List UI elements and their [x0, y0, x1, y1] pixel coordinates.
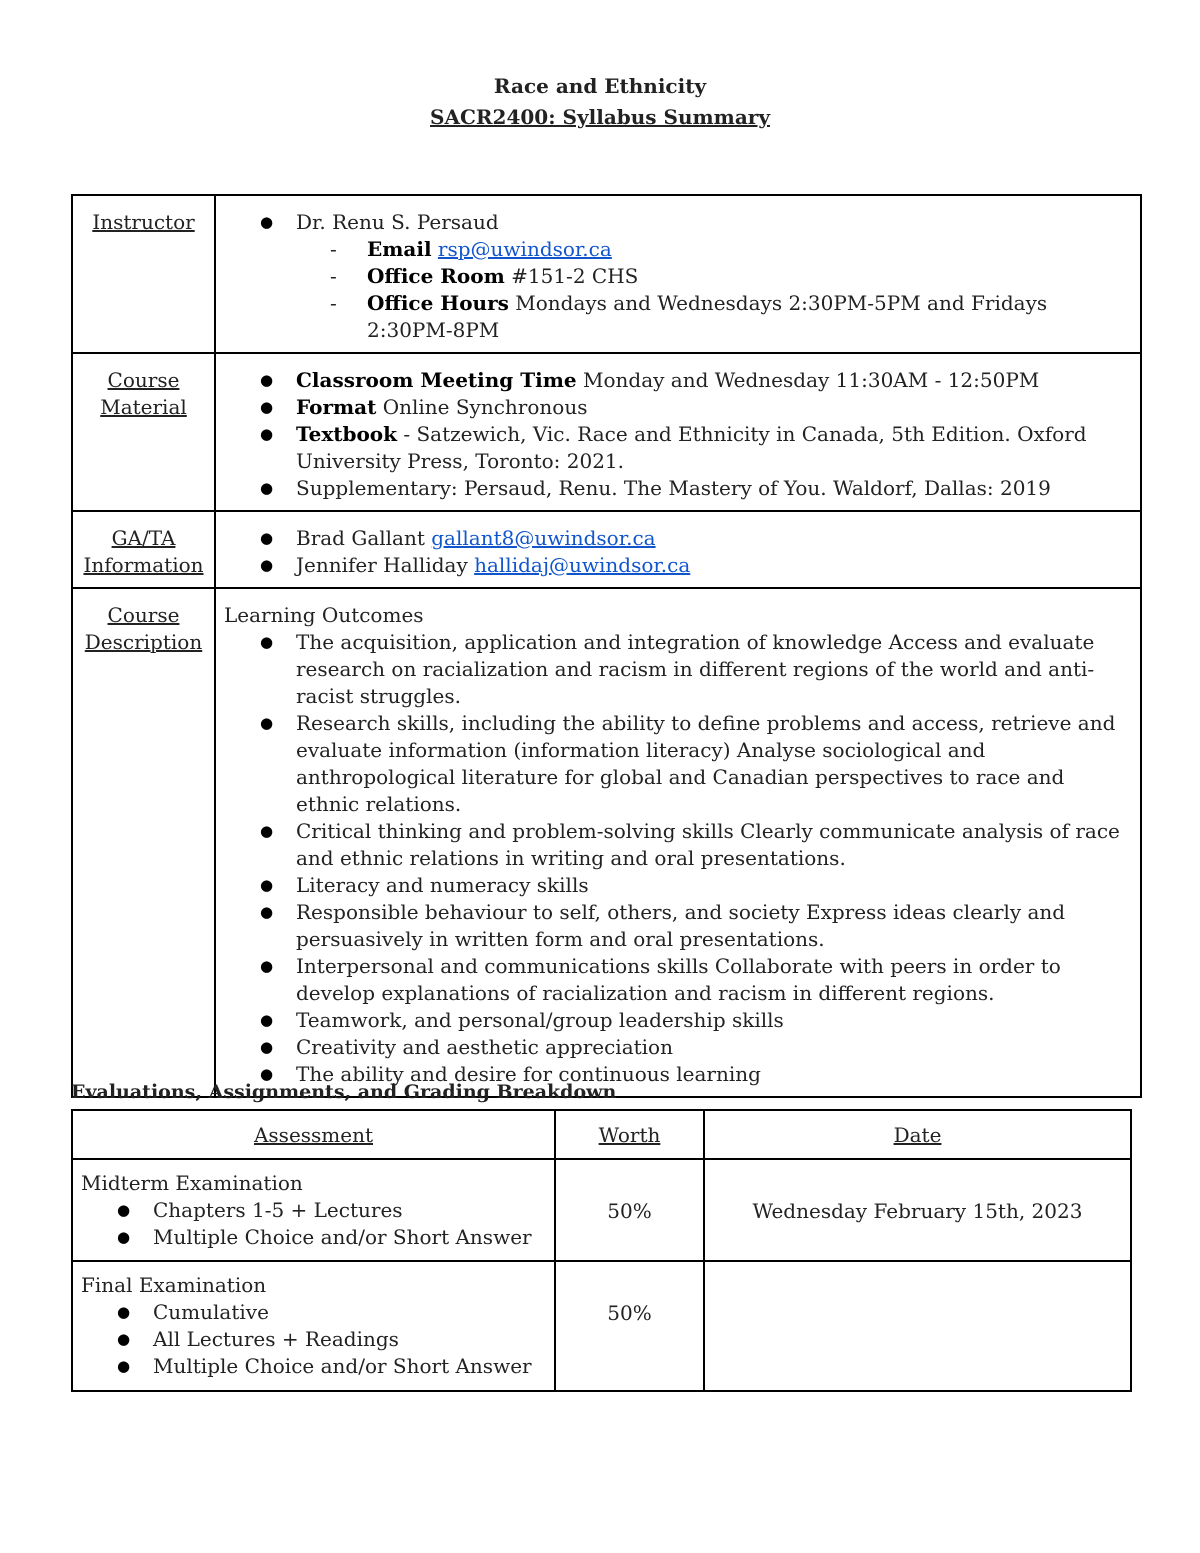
textbook-item: [224, 421, 1132, 475]
worth-cell: 50%: [555, 1159, 704, 1261]
outcome-item: ● Teamwork, and personal/group leadership skills: [224, 1007, 1132, 1034]
ta-name: Brad Gallant: [296, 526, 425, 550]
instructor-name: ● Dr. Renu S. Persaud: [224, 209, 1132, 236]
outcome-item: ● The acquisition, application and integration of knowledge Access and evaluate research on racialization and racism in different regions of the world and anti-racist struggles.: [224, 629, 1132, 710]
grading-table: [71, 1109, 1132, 1392]
ta-row: [72, 511, 1141, 588]
date-column-header: Date: [704, 1110, 1131, 1159]
table-row: [72, 1159, 1131, 1261]
supplementary-item: ● Supplementary: Persaud, Renu. The Mastery of You. Waldorf, Dallas: 2019: [224, 475, 1132, 502]
assessment-name: Midterm Examination: [81, 1171, 303, 1195]
ta-label-line1: GA/TA: [111, 526, 176, 550]
course-description-content: [215, 588, 1141, 1097]
office-label: Office Room: [367, 264, 505, 288]
course-material-label: [72, 353, 215, 511]
office-value: #151-2 CHS: [511, 264, 639, 288]
outcome-item: ● Critical thinking and problem-solving skills Clearly communicate analysis of race and ethnic relations in writing and oral presentations.: [224, 818, 1132, 872]
course-material-row: [72, 353, 1141, 511]
instructor-email-line: [224, 236, 1132, 263]
assessment-detail: ● Cumulative: [81, 1299, 546, 1326]
instructor-content: [215, 195, 1141, 353]
ta-item: [224, 525, 1132, 552]
ta-item: [224, 552, 1132, 579]
course-material-label-line1: Course: [107, 368, 180, 392]
ta-name: Jennifer Halliday: [296, 553, 468, 577]
ta-label: [72, 511, 215, 588]
assessment-column-header: Assessment: [72, 1110, 555, 1159]
course-description-label: [72, 588, 215, 1097]
date-cell: [704, 1261, 1131, 1391]
hours-label: Office Hours: [367, 291, 509, 315]
format-label: Format: [296, 395, 377, 419]
course-material-content: [215, 353, 1141, 511]
course-description-label-line1: Course: [107, 603, 180, 627]
ta-label-line2: Information: [83, 553, 204, 577]
meeting-time-item: [224, 367, 1132, 394]
assessment-detail: ● Multiple Choice and/or Short Answer: [81, 1353, 546, 1380]
learning-outcomes-list: [224, 629, 1132, 1088]
outcome-item: ● The ability and desire for continuous learning: [224, 1061, 1132, 1088]
course-material-label-line2: Material: [100, 395, 187, 419]
instructor-office-line: [224, 263, 1132, 290]
assessment-detail: ● Chapters 1-5 + Lectures: [81, 1197, 546, 1224]
instructor-hours-line: [224, 290, 1132, 344]
assessment-detail: ● All Lectures + Readings: [81, 1326, 546, 1353]
email-label: Email: [367, 237, 432, 261]
date-cell: Wednesday February 15th, 2023: [704, 1159, 1131, 1261]
table-row: [72, 1261, 1131, 1391]
assessment-name: Final Examination: [81, 1273, 267, 1297]
outcome-item: ● Research skills, including the ability to define problems and access, retrieve and evaluate information (information literacy) Analyse sociological and anthropological literature for global and Canadian perspectives to race and ethnic relations.: [224, 710, 1132, 818]
format-value: Online Synchronous: [382, 395, 588, 419]
syllabus-info-table: [71, 194, 1142, 1098]
assessment-cell: [72, 1261, 555, 1391]
meeting-label: Classroom Meeting Time: [296, 368, 577, 392]
document-subtitle: SACR2400: Syllabus Summary: [430, 105, 770, 129]
grading-heading: Evaluations, Assignments, and Grading Breakdown: [71, 1081, 617, 1103]
document-title: Race and Ethnicity: [493, 74, 707, 98]
assessment-cell: [72, 1159, 555, 1261]
textbook-value: - Satzewich, Vic. Race and Ethnicity in Canada, 5th Edition. Oxford University Press, Toronto: 2021.: [296, 422, 1087, 473]
worth-column-header: Worth: [555, 1110, 704, 1159]
grading-header-row: [72, 1110, 1131, 1159]
ta-email-link[interactable]: hallidaj@uwindsor.ca: [474, 553, 691, 577]
outcome-item: ● Interpersonal and communications skills Collaborate with peers in order to develop explanations of racialization and racism in different regions.: [224, 953, 1132, 1007]
assessment-detail: ● Multiple Choice and/or Short Answer: [81, 1224, 546, 1251]
instructor-label: Instructor: [72, 195, 215, 353]
instructor-email-link[interactable]: rsp@uwindsor.ca: [437, 237, 612, 261]
format-item: [224, 394, 1132, 421]
instructor-row: [72, 195, 1141, 353]
outcome-item: ● Creativity and aesthetic appreciation: [224, 1034, 1132, 1061]
course-description-label-line2: Description: [84, 630, 203, 654]
learning-outcomes-heading: Learning Outcomes: [224, 603, 424, 627]
hours-value: Mondays and Wednesdays 2:30PM-5PM and Fridays 2:30PM-8PM: [367, 291, 1048, 342]
outcome-item: ● Responsible behaviour to self, others, and society Express ideas clearly and persuasively in written form and oral presentations.: [224, 899, 1132, 953]
course-description-row: [72, 588, 1141, 1097]
ta-content: [215, 511, 1141, 588]
ta-email-link[interactable]: gallant8@uwindsor.ca: [431, 526, 656, 550]
outcome-item: ● Literacy and numeracy skills: [224, 872, 1132, 899]
worth-cell: 50%: [555, 1261, 704, 1391]
textbook-label: Textbook: [296, 422, 397, 446]
meeting-value: Monday and Wednesday 11:30AM - 12:50PM: [582, 368, 1040, 392]
